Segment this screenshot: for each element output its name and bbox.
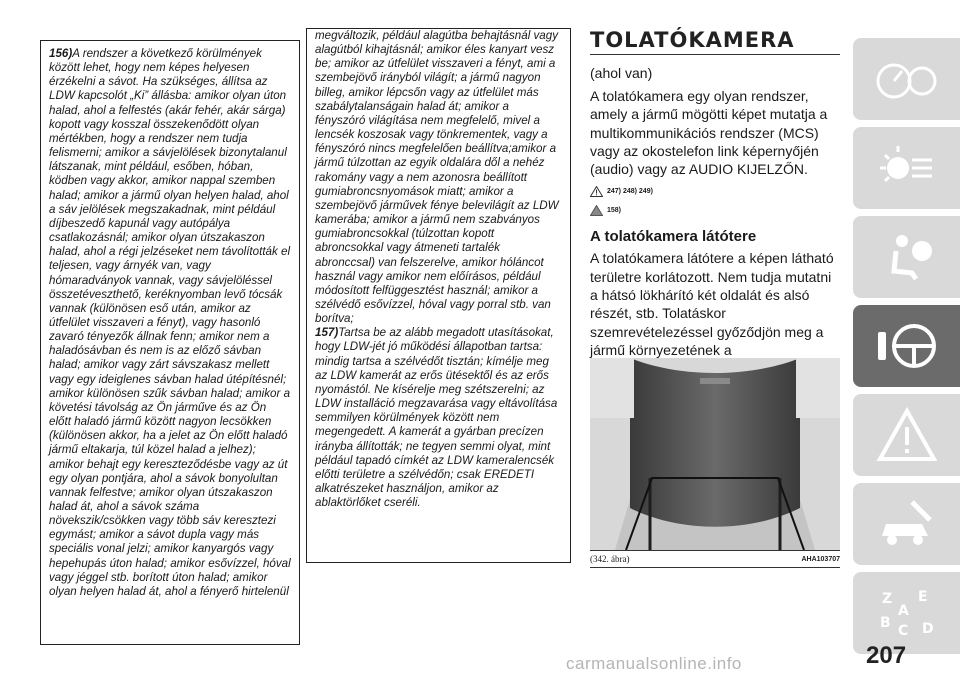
warning-box-157: [306, 28, 571, 563]
figure-caption: [590, 550, 840, 568]
camera-section: [590, 28, 840, 378]
warning-text-156: [49, 47, 291, 599]
page-number: 207: [866, 642, 907, 669]
steering-wheel-key-icon: [872, 316, 942, 376]
warning-box-156: [40, 40, 300, 645]
svg-text:C: C: [897, 623, 908, 639]
subsection-heading: A tolatókamera látótere: [590, 228, 757, 246]
tab-warnings[interactable]: [853, 394, 960, 476]
warning-refs-2: [590, 205, 840, 216]
figure-code: AHA103707: [801, 555, 840, 563]
warning-refs-1: [590, 186, 840, 197]
warning-body: A rendszer a következő körülmények között lehet, hogy nem képes helyesen érzékelni a sávot. Ha szükséges, állítsa az LDW kapcsolót „Ki” állásba: amikor olyan úton halad, ahol a felfestés (akár fehér, akár sárga) kopott vagy kosszal összekenődött olyan mértékben, hogy a rendszer nem tudja felismerni; amikor a sávjelölések bizonytalanul látszanak, mint például, esőben, hóban, ködben vagy akkor, amikor nappal szemben halad; amikor a jármű olyan helyen halad, ahol a sáv jelölések megszakadnak, mint például díjbeszedő kapunál vagy autópálya csatlakozásnál; amikor olyan útszakaszon halad, ahol a régi jelzéseket nem távolították el teljesen, vagy árnyék van, vagy hómaradványok vannak, vagy sávjelöléssel összetéveszthető, keréknyomban levő tócsák vannak (különösen eső után, amikor az útfelület visszaveri a fényt), vagy hasonló zavaró tényezők állnak fenn; amikor nem a haladósávban és nem is az előző sávban halad; amikor vagy zárt sávszakasz mellett vagy egy ideiglenes sávban halad útépítésnél; amikor különösen szűk sávban halad; amikor a követési távolság az Ön járműve és az Ön előtt haladó jármű között nagyon lecsökken (különösen akkor, ha a jelet az Ön előtt haladó jármű eltakarja, túl közel halad a jelhez); amikor behajt egy kereszteződésbe vagy az út egy olyan pontjára, ahol a sávok bonyolultan vannak felfestve; amikor olyan útszakaszon halad át, ahol a sávok száma növekszik/csökken vagy több sáv keresztezi egymást; amikor a sávot dupla vagy más speciális vonal jelzi; amikor kanyargós vagy hepehupás úton halad; amikor esővízzel, hóval vagy jéggel stb. borított úton halad; amikor olyan helyen halad át, ahol a fényerő hirtelenül: [49, 47, 291, 598]
refs-text: 158): [607, 207, 622, 215]
warning-text-157: [315, 326, 562, 510]
svg-text:B: B: [879, 615, 891, 631]
subsection-paragraph: A tolatókamera látótere a képen látható területre korlátozott. Nem tudja mutatni a hátsó lökhárító két oldalát és alsó részét, stb. Tolatáskor szemrevételezéssel győződjön meg a jármű környezetének a: [590, 250, 834, 358]
warning-triangle-icon: [872, 405, 942, 465]
note-triangle-icon: [590, 205, 603, 216]
svg-text:Z: Z: [881, 591, 892, 607]
watermark: carmanualsonline.info: [566, 654, 742, 673]
wrench-car-icon: [872, 494, 942, 554]
tab-maintenance[interactable]: [853, 483, 960, 565]
lights-icon: [872, 138, 942, 198]
figure-number: (342. ábra): [590, 554, 630, 564]
chapter-tabs: [853, 38, 960, 661]
warning-number: 156): [49, 47, 73, 60]
car-rear-illustration: [590, 358, 840, 550]
svg-text:E: E: [917, 589, 928, 605]
svg-text:D: D: [921, 621, 934, 637]
svg-text:A: A: [897, 603, 909, 619]
index-letters-icon: [872, 583, 942, 643]
tab-driving[interactable]: [853, 305, 960, 387]
section-subtitle: (ahol van): [590, 65, 653, 81]
camera-view-figure: [590, 358, 840, 550]
tab-safety[interactable]: [853, 216, 960, 298]
intro-paragraph: A tolatókamera egy olyan rendszer, amely a jármű mögötti képet mutatja a multikommunikációs rendszer (MCS) vagy az okostelefon link képernyőjén (audio) vagy az AUDIO KIJELZŐN.: [590, 88, 828, 178]
tab-dashboard[interactable]: [853, 38, 960, 120]
airbag-seat-icon: [872, 227, 942, 287]
warning-triangle-icon: [590, 186, 603, 197]
warning-body: Tartsa be az alább megadott utasításokat, hogy LDW-jét jó működési állapotban tartsa: mindig tartsa a szélvédőt tisztán; kímélje meg az LDW kamerát az erős ütésektől és az erős nyomástól. Ne kísérelje meg szétszerelni; az LDW installáció megzavarása vagy eltávolítása semmilyen körülmények között nem megengedett. A kamerát a gyárban precízen irányba állították; ne tegyen semmi olyat, mint például tapadó címkét az LDW kameralencsék előtti területre a szélvédőn; csak EREDETI alkatrészeket használjon, amikor az ablaktörlőket cseréli.: [315, 326, 558, 510]
section-title: TOLATÓKAMERA: [590, 28, 840, 55]
dashboard-gauge-icon: [872, 49, 942, 109]
refs-text: 247) 248) 249): [607, 188, 653, 196]
tab-lights[interactable]: [853, 127, 960, 209]
warning-number: 157): [315, 326, 339, 340]
warning-continuation: megváltozik, például alagútba behajtásnál vagy alagútból kihajtásnál; amikor éles kanyart vesz be; amikor az útfelület visszaveri a fényt, ami a szembejövő irányból világít; a jármű nagyon billeg, amikor lépcsőn vagy az útfelület más szabálytalanságain halad át; amikor a fényszóró világítása nem megfelelő, mivel a lencsék koszosak vagy tönkrementek, vagy a fényszóró nincs megfelelően beállítva;amikor a jármű túlzottan az egyik oldalára dől a nehéz rakomány vagy a nem azonosra beállított gumiabroncsnyomások miatt; amikor a szembejövő járművek fénye belevilágít az LDW kamerába; amikor a jármű nem szabványos gumiabroncsokkal (túlzottan kopott abroncsokkal vagy átmeneti tartalék abronccsal) van felszerelve, amikor hóláncot használ vagy amikor nem előírásos, például módosított felfüggesztést használ; amikor a szélvédő esővízzel, hóval vagy porral stb. van borítva;: [315, 29, 559, 326]
